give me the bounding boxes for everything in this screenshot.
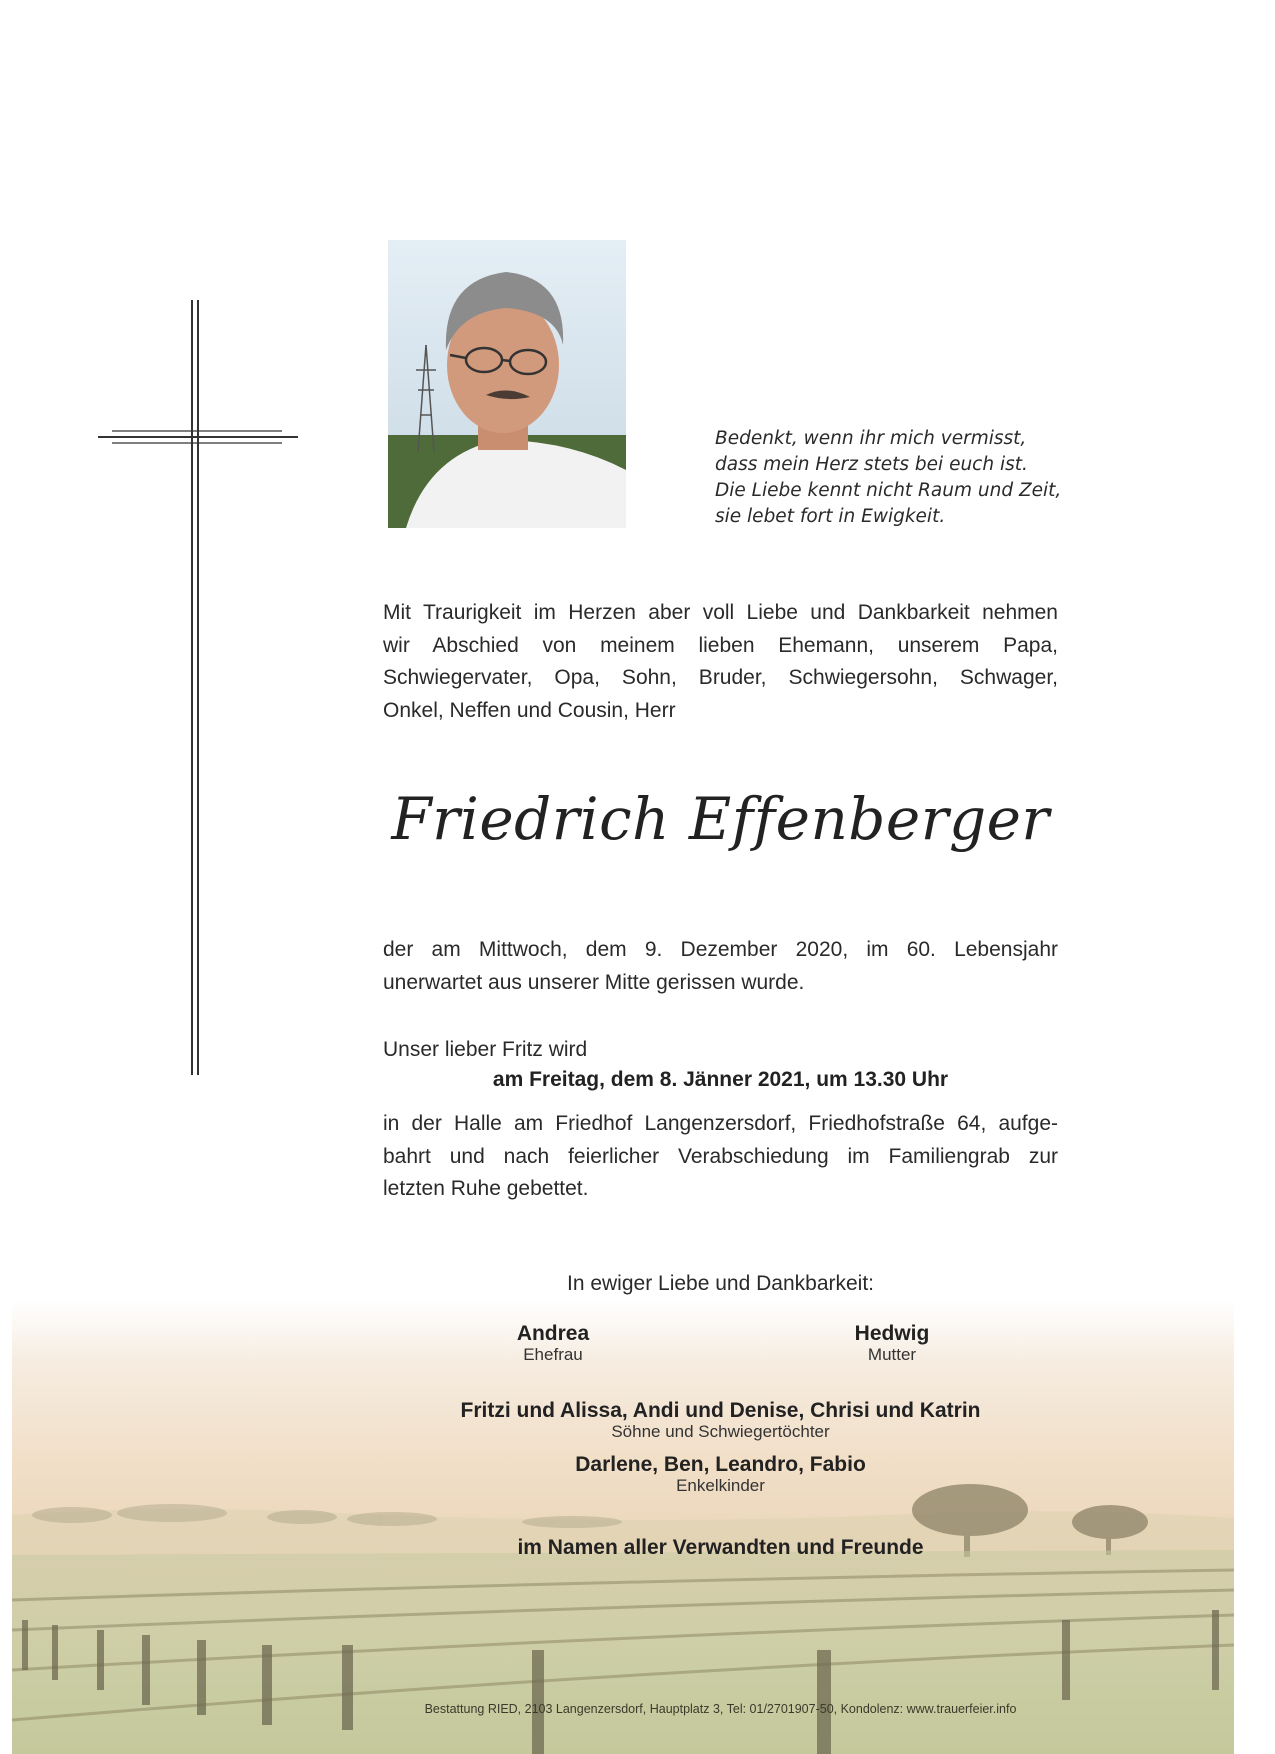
- memorial-poem: [715, 426, 1075, 530]
- mourner-grandchildren: [383, 1454, 1058, 1496]
- mourner-role: Enkelkinder: [676, 1476, 765, 1495]
- mourners-title: In ewiger Liebe und Dankbarkeit:: [566, 1272, 875, 1295]
- vineyard-landscape-image: [12, 1300, 1234, 1754]
- funeral-intro: [383, 1034, 1058, 1067]
- death-text: [383, 934, 1058, 999]
- poem-line: sie lebet fort in Ewigkeit.: [715, 506, 946, 527]
- funeral-intro-line: Unser lieber Fritz wird: [383, 1038, 588, 1061]
- mourner-name: Darlene, Ben, Leandro, Fabio: [575, 1453, 866, 1476]
- poem-line: Bedenkt, wenn ihr mich vermisst,: [715, 428, 1027, 449]
- mourner-name: Hedwig: [854, 1322, 930, 1345]
- death-line: unerwartet aus unserer Mitte gerissen wurde.: [383, 970, 805, 994]
- poem-line: Die Liebe kennt nicht Raum und Zeit,: [715, 480, 1062, 501]
- mourner-name: Fritzi und Alissa, Andi und Denise, Chrisi und Katrin: [460, 1399, 981, 1422]
- mourner-mother: [832, 1323, 952, 1365]
- funeral-line: bahrt und nach feierlicher Verabschiedung im Familiengrab zur: [383, 1144, 1058, 1168]
- intro-text: [383, 597, 1058, 727]
- mourner-wife: [493, 1323, 613, 1365]
- funeral-text: [383, 1108, 1058, 1206]
- mourner-others: [383, 1537, 1058, 1559]
- cross-icon: [98, 300, 298, 1075]
- mourner-role: Ehefrau: [523, 1345, 583, 1364]
- intro-line: Onkel, Neffen und Cousin, Herr: [383, 698, 676, 722]
- intro-line: wir Abschied von meinem lieben Ehemann, unserem Papa,: [383, 633, 1058, 657]
- poem-line: dass mein Herz stets bei euch ist.: [715, 454, 1028, 475]
- funeral-line: letzten Ruhe gebettet.: [383, 1177, 589, 1200]
- mourner-role: Söhne und Schwiegertöchter: [611, 1422, 830, 1441]
- funeral-line: in der Halle am Friedhof Langenzersdorf, Friedhofstraße 64, aufge-: [383, 1112, 1058, 1135]
- funeral-home-footer: Bestattung RIED, 2103 Langenzersdorf, Hauptplatz 3, Tel: 01/2701907-50, Kondolenz: www.trauerfeier.info: [424, 1702, 1017, 1716]
- funeral-date: am Freitag, dem 8. Jänner 2021, um 13.30 Uhr: [492, 1068, 949, 1091]
- intro-line: Mit Traurigkeit im Herzen aber voll Liebe und Dankbarkeit nehmen: [383, 601, 1058, 624]
- mourner-children: [383, 1400, 1058, 1442]
- intro-line: Schwiegervater, Opa, Sohn, Bruder, Schwiegersohn, Schwager,: [383, 666, 1058, 689]
- mourner-role: Mutter: [867, 1345, 917, 1364]
- deceased-name: Friedrich Effenberger: [391, 785, 1050, 853]
- portrait-photo: [388, 240, 626, 528]
- death-line: der am Mittwoch, dem 9. Dezember 2020, im 60. Lebensjahr: [383, 938, 1058, 961]
- mourner-name: Andrea: [516, 1322, 590, 1345]
- mourner-name: im Namen aller Verwandten und Freunde: [517, 1536, 924, 1559]
